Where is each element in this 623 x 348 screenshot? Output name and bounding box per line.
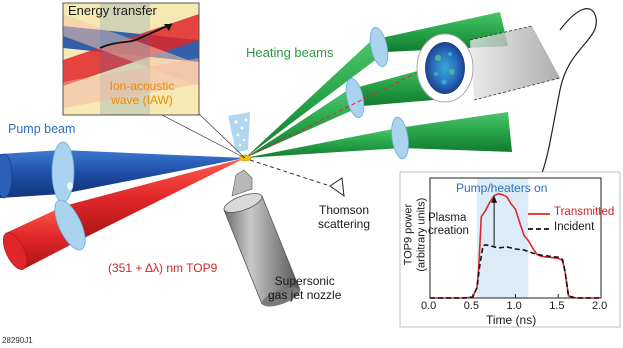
nozzle-label [268, 275, 341, 303]
plasma-image [417, 26, 560, 102]
plasma-line1: Plasma [428, 212, 467, 224]
plasma-line2: creation [428, 225, 469, 238]
x-tick-label: 0.5 [463, 300, 480, 312]
chart-ylabel [402, 180, 427, 290]
inset-iaw-line2: wave (IAW) [111, 92, 173, 107]
thomson-line1: Thomson [319, 203, 370, 217]
thomson-detector-icon [330, 178, 344, 196]
gas-jet-plume [228, 112, 250, 152]
ylabel-line1: TOP9 power [402, 203, 415, 266]
x-tick-label: 1.0 [506, 300, 522, 312]
thomson-label [318, 204, 370, 232]
pump-on-shaded-region [477, 178, 528, 298]
thomson-line2: scattering [318, 216, 371, 231]
ylabel-line2: (arbitrary units) [415, 197, 427, 272]
legend-label-incident: Incident [554, 221, 595, 233]
heating-beams-label: Heating beams [246, 45, 334, 60]
pump-beam-label: Pump beam [8, 122, 76, 136]
chart-annotation-pump-on: Pump/heaters on [456, 181, 548, 195]
legend-label-transmitted: Transmitted [554, 206, 615, 218]
inset-iaw-line1: Ion-acoustic [109, 79, 175, 93]
figure-id: 28290J1 [2, 336, 33, 345]
x-tick-label: 0.0 [421, 300, 437, 312]
chart-xlabel: Time (ns) [486, 313, 537, 327]
thomson-path-dashed [250, 160, 330, 186]
inset-title: Energy transfer [68, 3, 157, 18]
x-tick-label: 2.0 [592, 300, 608, 312]
chart-annotation-plasma [428, 212, 469, 238]
nozzle-line1: Supersonic [274, 274, 335, 288]
nozzle-line2: gas jet nozzle [268, 287, 342, 302]
x-tick-label: 1.5 [549, 300, 565, 312]
top9-label: (351 + Δλ) nm TOP9 [108, 261, 218, 275]
inset-iaw-label [92, 80, 192, 108]
detector-cable [540, 9, 596, 178]
